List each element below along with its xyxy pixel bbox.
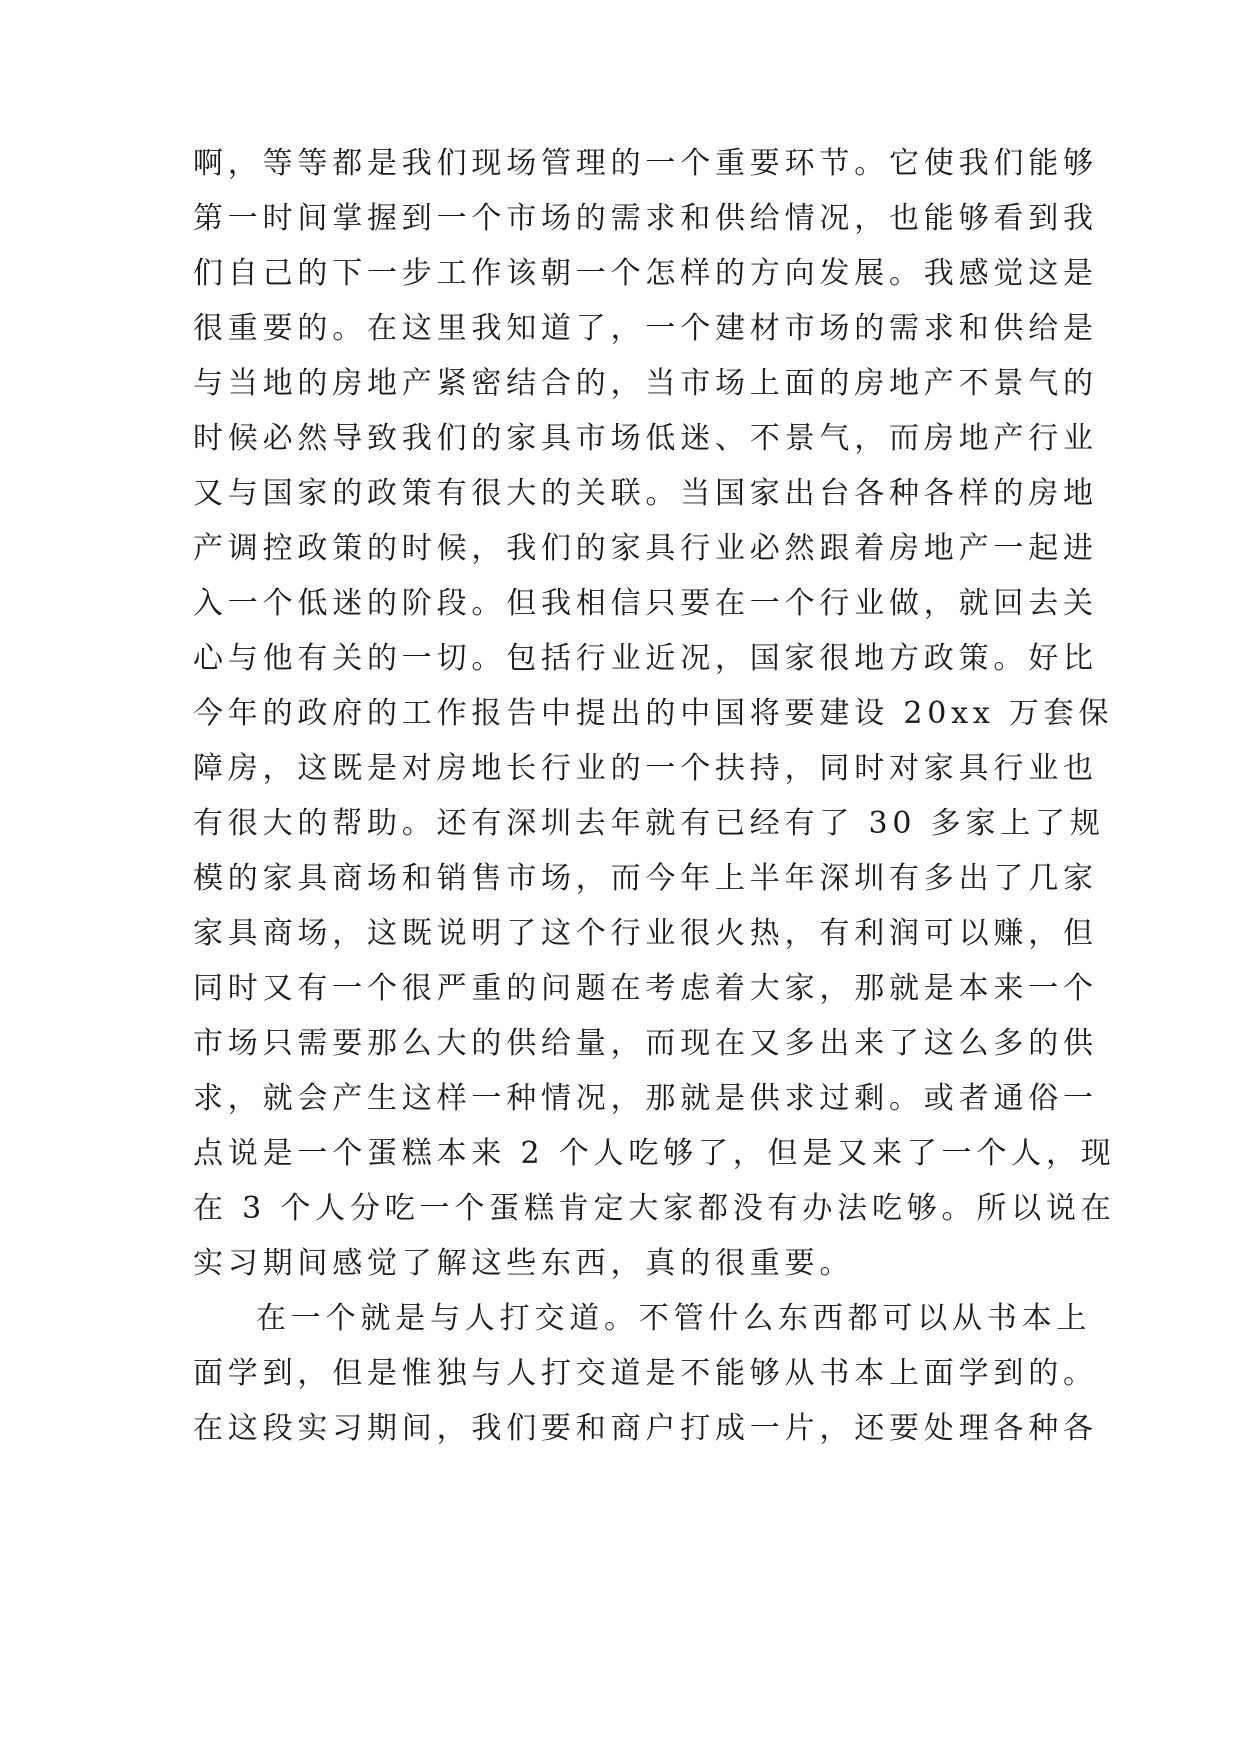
text-line: 实习期间感觉了解这些东西，真的很重要。 bbox=[193, 1246, 855, 1281]
text-line: 又与国家的政策有很大的关联。当国家出台各种各样的房地 bbox=[193, 476, 1098, 511]
text-line: 同时又有一个很严重的问题在考虑着大家，那就是本来一个 bbox=[193, 971, 1098, 1006]
text-line: 求，就会产生这样一种情况，那就是供求过剩。或者通俗一 bbox=[193, 1081, 1098, 1116]
text-line: 面学到，但是惟独与人打交道是不能够从书本上面学到的。 bbox=[193, 1356, 1098, 1391]
text-line: 障房，这既是对房地长行业的一个扶持，同时对家具行业也 bbox=[193, 751, 1098, 786]
text-line: 入一个低迷的阶段。但我相信只要在一个行业做，就回去关 bbox=[193, 586, 1098, 621]
text-line: 与当地的房地产紧密结合的，当市场上面的房地产不景气的 bbox=[193, 366, 1098, 401]
text-line: 在这段实习期间，我们要和商户打成一片，还要处理各种各 bbox=[193, 1411, 1098, 1446]
text-line: 第一时间掌握到一个市场的需求和供给情况，也能够看到我 bbox=[193, 201, 1098, 236]
text-line: 心与他有关的一切。包括行业近况，国家很地方政策。好比 bbox=[193, 641, 1098, 676]
text-line: 有很大的帮助。还有深圳去年就有已经有了 30 多家上了规 bbox=[193, 806, 1105, 841]
text-line: 很重要的。在这里我知道了，一个建材市场的需求和供给是 bbox=[193, 311, 1098, 346]
text-line: 市场只需要那么大的供给量，而现在又多出来了这么多的供 bbox=[193, 1026, 1098, 1061]
text-line: 们自己的下一步工作该朝一个怎样的方向发展。我感觉这是 bbox=[193, 256, 1098, 291]
text-line: 今年的政府的工作报告中提出的中国将要建设 20xx 万套保 bbox=[193, 696, 1114, 731]
text-line: 点说是一个蛋糕本来 2 个人吃够了，但是又来了一个人，现 bbox=[193, 1136, 1116, 1171]
text-line: 时候必然导致我们的家具市场低迷、不景气，而房地产行业 bbox=[193, 421, 1098, 456]
text-line: 模的家具商场和销售市场，而今年上半年深圳有多出了几家 bbox=[193, 861, 1098, 896]
paragraph-start-line: 在一个就是与人打交道。不管什么东西都可以从书本上 bbox=[256, 1301, 1092, 1336]
text-line: 啊，等等都是我们现场管理的一个重要环节。它使我们能够 bbox=[193, 146, 1098, 181]
text-line: 家具商场，这既说明了这个行业很火热，有利润可以赚，但 bbox=[193, 916, 1098, 951]
text-line: 产调控政策的时候，我们的家具行业必然跟着房地产一起进 bbox=[193, 531, 1098, 566]
text-line: 在 3 个人分吃一个蛋糕肯定大家都没有办法吃够。所以说在 bbox=[193, 1191, 1116, 1226]
